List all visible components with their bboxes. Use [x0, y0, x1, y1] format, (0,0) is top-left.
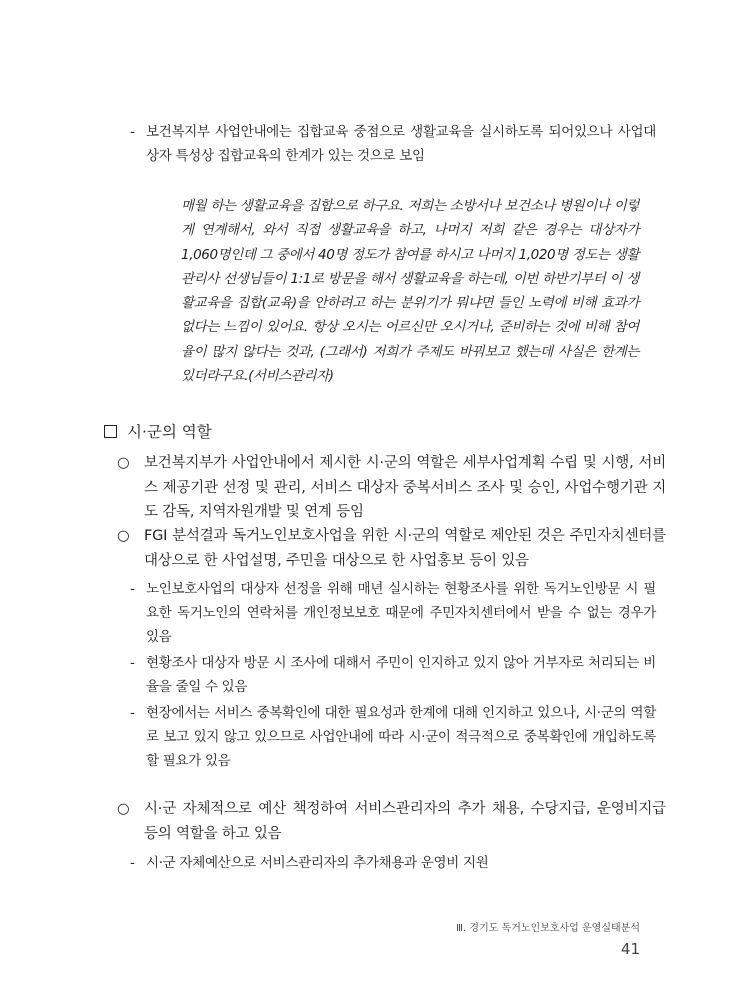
bullet-dash-3 [130, 651, 656, 699]
circle-marker: ○ [117, 455, 130, 471]
bullet-circle-2 [117, 524, 666, 573]
dash-marker: - [130, 581, 135, 597]
bullet-dash-intro [130, 120, 656, 168]
bullet-text: 현장에서는 서비스 중복확인에 대한 필요성과 한계에 대해 인지하고 있으나, 시·군의 역할로 보고 있지 않고 있으므로 사업안내에 따라 시·군이 적극적으로 중복확인에 개입하도록 할 필요가 있음 [146, 705, 656, 769]
bullet-dash-4 [130, 701, 656, 773]
bullet-text: FGI 분석결과 독거노인보호사업을 위한 시·군의 역할로 제안된 것은 주민자치센터를 대상으로 한 사업설명, 주민을 대상으로 한 사업홍보 등이 있음 [144, 528, 666, 569]
page-number: 41 [620, 940, 640, 958]
dash-marker: - [130, 855, 135, 871]
bullet-dash-2 [130, 577, 656, 649]
dash-marker: - [130, 705, 135, 721]
bullet-dash-5 [130, 851, 656, 875]
bullet-text: 노인보호사업의 대상자 선정을 위해 매년 실시하는 현황조사를 위한 독거노인방문 시 필요한 독거노인의 연락처를 개인정보보호 때문에 주민자치센터에서 받을 수 없는 경우가 있음 [146, 581, 656, 645]
page-footer [430, 919, 640, 961]
dash-marker: - [130, 655, 135, 671]
bullet-text: 현황조사 대상자 방문 시 조사에 대해서 주민이 인지하고 있지 않아 거부자로 처리되는 비율을 줄일 수 있음 [146, 655, 656, 695]
footer-chapter-title: Ⅲ. 경기도 독거노인보호사업 운영실태분석 [456, 923, 640, 934]
interview-quote: 매월 하는 생활교육을 집합으로 하구요. 저희는 소방서나 보건소나 병원이나 이렇게 연계해서, 와서 직접 생활교육을 하고, 나머지 저희 같은 경우는 대상자가 1,060명인데 그 중에서 40명 정도가 참여를 하시고 나머지 1,020명 정도는 생활관리사 선생님들이 1:1로 방문을 해서 생활교육을 하는데, 이번 하반기부터 이 생활교육을 집합(교육)을 안하려고 하는 분위기가 뭐냐면 들인 노력에 비해 효과가 없다는 느낌이 있어요. 항상 오시는 어르신만 오시거나, 준비하는 것에 비해 참여율이 많지 않다는 것과, (그래서) 저희가 주제도 바꿔보고 했는데 사실은 한계는 있더라구요.(서비스관리자) [181, 198, 639, 385]
circle-marker: ○ [117, 801, 130, 817]
bullet-text: 보건복지부 사업안내에는 집합교육 중점으로 생활교육을 실시하도록 되어있으나 사업대상자 특성상 집합교육의 한계가 있는 것으로 보임 [146, 124, 656, 164]
section-heading-text: 시·군의 역할 [127, 423, 212, 441]
bullet-text: 시·군 자체적으로 예산 책정하여 서비스관리자의 추가 채용, 수당지급, 운영비지급 등의 역할을 하고 있음 [144, 801, 666, 842]
circle-marker: ○ [117, 528, 130, 544]
bullet-text: 보건복지부가 사업안내에서 제시한 시·군의 역할은 세부사업계획 수립 및 시행, 서비스 제공기관 선정 및 관리, 서비스 대상자 중복서비스 조사 및 승인, 사업수행기관 지도 감독, 지역자원개발 및 연계 등임 [144, 455, 666, 520]
dash-marker: - [130, 124, 135, 140]
checkbox-square-icon [104, 425, 117, 438]
bullet-circle-3 [117, 797, 666, 846]
bullet-text: 시·군 자체예산으로 서비스관리자의 추가채용과 운영비 지원 [146, 855, 489, 871]
bullet-circle-1 [117, 451, 666, 525]
section-heading [104, 420, 212, 444]
